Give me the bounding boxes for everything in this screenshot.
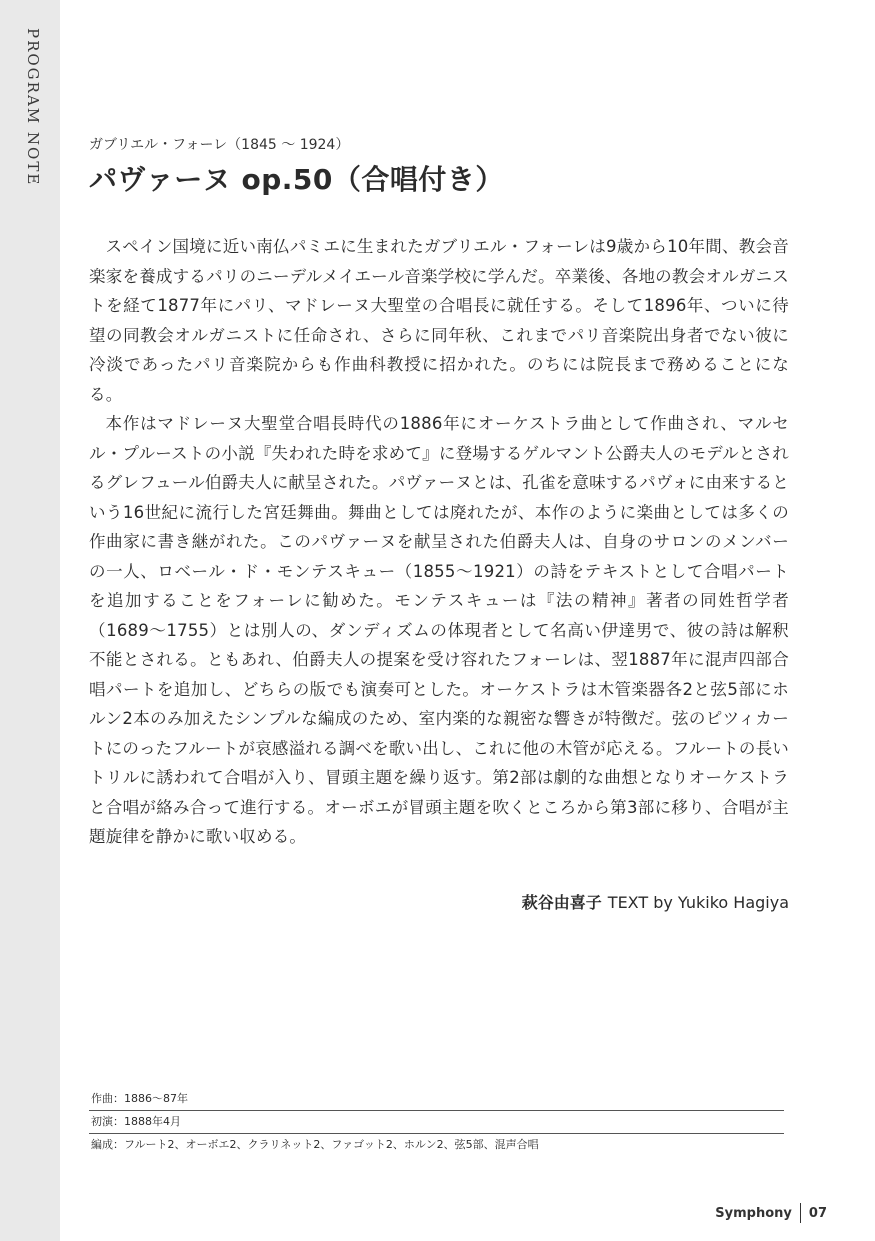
page-footer [715, 1203, 827, 1223]
page-title: パヴァーヌ op.50（合唱付き） [89, 163, 504, 196]
paragraph: 本作はマドレーヌ大聖堂合唱長時代の1886年にオーケストラ曲として作曲され、マルセル・プルーストの小説『失われた時を求めて』に登場するゲルマント公爵夫人のモデルとされるグレフュール伯爵夫人に献呈された。パヴァーヌとは、孔雀を意味するパヴォに由来するという16世紀に流行した宮廷舞曲。舞曲としては廃れたが、本作のように楽曲としては多くの作曲家に書き継がれた。このパヴァーヌを献呈された伯爵夫人は、自身のサロンのメンバーの一人、ロベール・ド・モンテスキュー（1855～1921）の詩をテキストとして合唱パートを追加することをフォーレに勧めた。モンテスキューは『法の精神』著者の同姓哲学者（1689～1755）とは別人の、ダンディズムの体現者として名高い伊達男で、彼の詩は解釈不能とされる。ともあれ、伯爵夫人の提案を受け容れたフォーレは、翌1887年に混声四部合唱パートを追加し、どちらの版でも演奏可とした。オーケストラは木管楽器各2と弦5部にホルン2本のみ加えたシンプルな編成のため、室内楽的な親密な響きが特徴だ。弦のピツィカートにのったフルートが哀感溢れる調べを歌い出し、これに他の木管が応える。フルートの長いトリルに誘われて合唱が入り、冒頭主題を繰り返す。第2部は劇的な曲想となりオーケストラと合唱が絡み合って進行する。オーボエが冒頭主題を吹くところから第3部に移り、合唱が主題旋律を静かに歌い収める。 [89, 414, 789, 846]
author-credit-english: TEXT by Yukiko Hagiya [607, 892, 789, 912]
side-band [0, 0, 60, 1241]
paragraph: スペイン国境に近い南仏パミエに生まれたガブリエル・フォーレは9歳から10年間、教会音楽家を養成するパリのニーデルメイエール音楽学校に学んだ。卒業後、各地の教会オルガニストを経て1877年にパリ、マドレーヌ大聖堂の合唱長に就任する。そして1896年、ついに待望の同教会オルガニストに任命され、さらに同年秋、これまでパリ音楽院出身者でない彼に冷淡であったパリ音楽院からも作曲科教授に招かれた。のちには院長まで務めることになる。 [89, 237, 789, 404]
work-info [89, 1088, 784, 1156]
footer-divider [800, 1203, 801, 1223]
premiere-date: 初演：1888年4月 [89, 1111, 784, 1134]
composer-name: ガブリエル・フォーレ（1845 ～ 1924） [89, 137, 350, 153]
author-credit [89, 890, 789, 913]
composition-date: 作曲：1886～87年 [89, 1088, 784, 1111]
program-note [89, 134, 789, 913]
author-name: 萩谷由喜子 [521, 892, 602, 912]
instrumentation: 編成：フルート2、オーボエ2、クラリネット2、ファゴット2、ホルン2、弦5部、混声合唱 [91, 1138, 539, 1151]
magazine-name: Symphony [715, 1205, 792, 1221]
article-body [89, 232, 789, 852]
page-number: 07 [808, 1205, 827, 1221]
section-label: PROGRAM NOTE [24, 28, 42, 187]
